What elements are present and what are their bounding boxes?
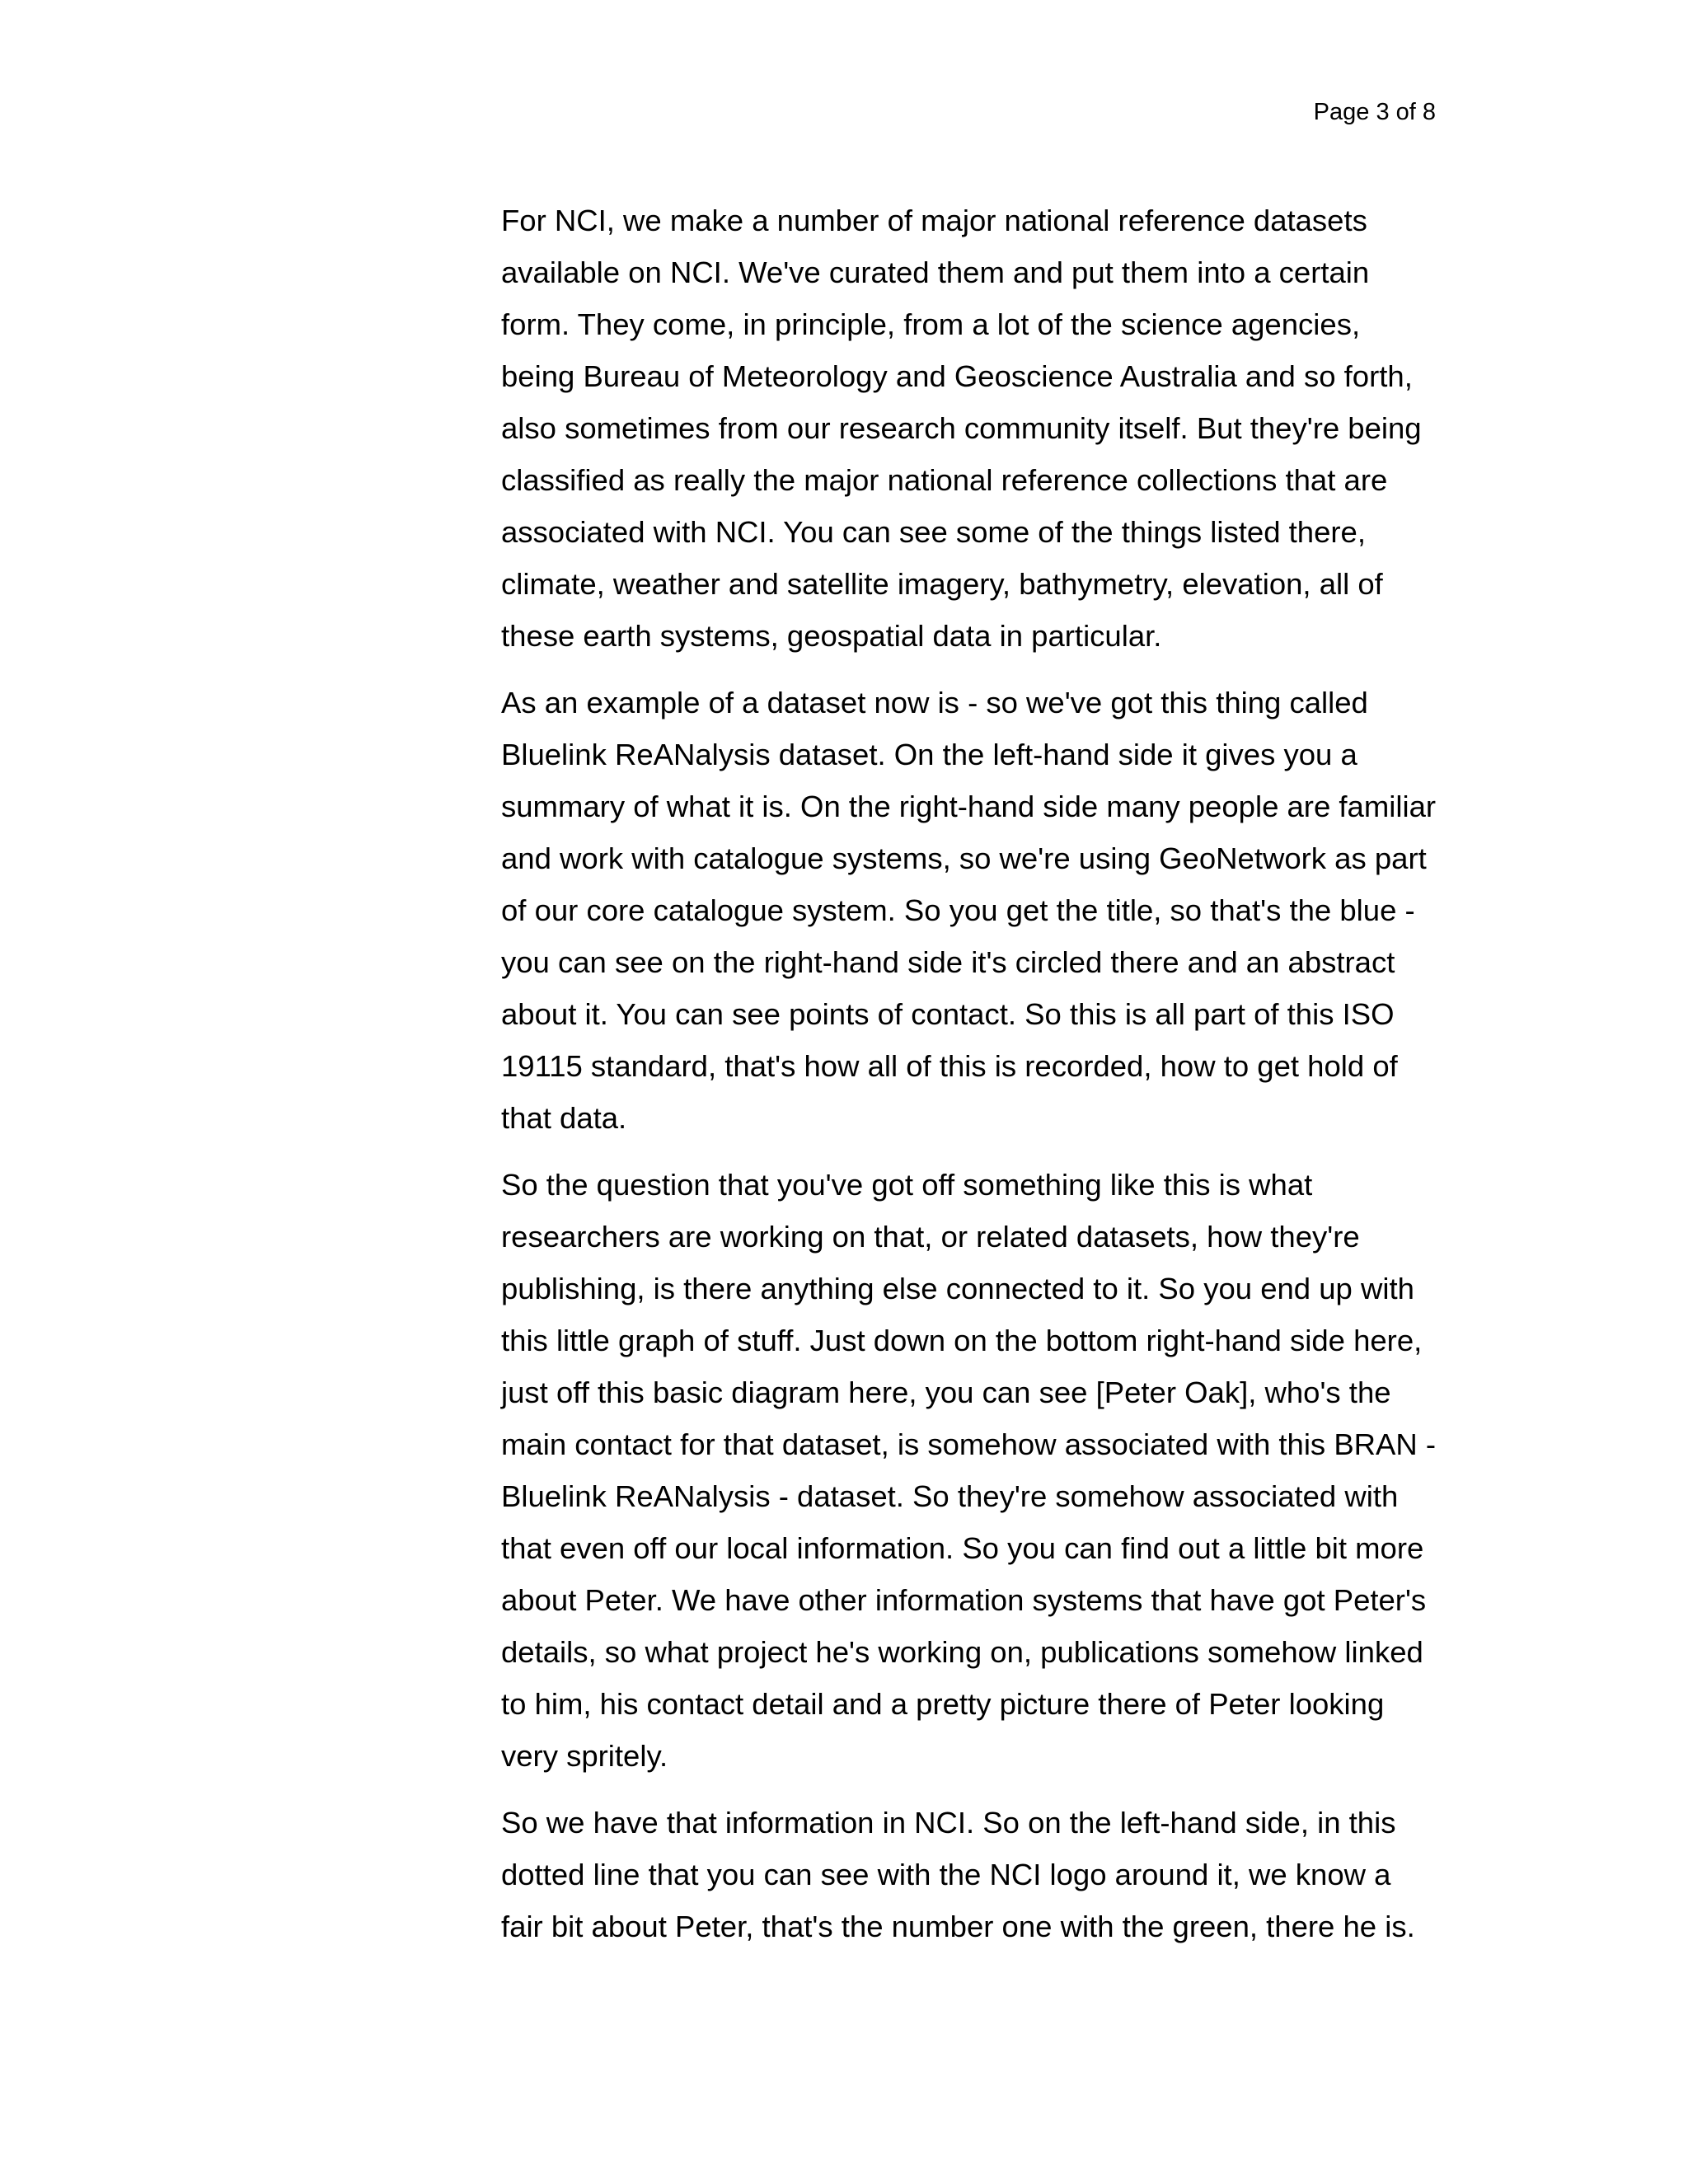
paragraph-4: So we have that information in NCI. So on the left-hand side, in this dotted line that you can see with the NCI logo around it, we know a fair bit about Peter, that's the number one with the green, there he is.	[501, 1806, 1415, 1943]
paragraph-2: As an example of a dataset now is - so we've got this thing called Bluelink ReANalysis dataset. On the left-hand side it gives you a summary of what it is. On the right-hand side many people are familiar and work with catalogue systems, so we're using GeoNetwork as part of our core catalogue system. So you get the title, so that's the blue - you can see on the right-hand side it's circled there and an abstract about it. You can see points of contact. So this is all part of this ISO 19115 standard, that's how all of this is recorded, how to get hold of that data.	[501, 686, 1437, 1135]
page-number: Page 3 of 8	[1313, 99, 1436, 125]
paragraph-1: For NCI, we make a number of major national reference datasets available on NCI. We've curated them and put them into a certain form. They come, in principle, from a lot of the science agencies, being Bureau of Meteorology and Geoscience Australia and so forth, also sometimes from our research community itself. But they're being classified as really the major national reference collections that are associated with NCI. You can see some of the things listed there, climate, weather and satellite imagery, bathymetry, elevation, all of these earth systems, geospatial data in particular.	[501, 204, 1422, 653]
paragraph-3: So the question that you've got off something like this is what researchers are working on that, or related datasets, how they're publishing, is there anything else connected to it. So you end up with this little graph of stuff. Just down on the bottom right-hand side here, just off this basic diagram here, you can see [Peter Oak], who's the main contact for that dataset, is somehow associated with this BRAN - Bluelink ReANalysis - dataset. So they're somehow associated with that even off our local information. So you can find out a little bit more about Peter. We have other information systems that have got Peter's details, so what project he's working on, publications somehow linked to him, his contact detail and a pretty picture there of Peter looking very spritely.	[501, 1168, 1437, 1773]
document-body	[501, 194, 1441, 1967]
